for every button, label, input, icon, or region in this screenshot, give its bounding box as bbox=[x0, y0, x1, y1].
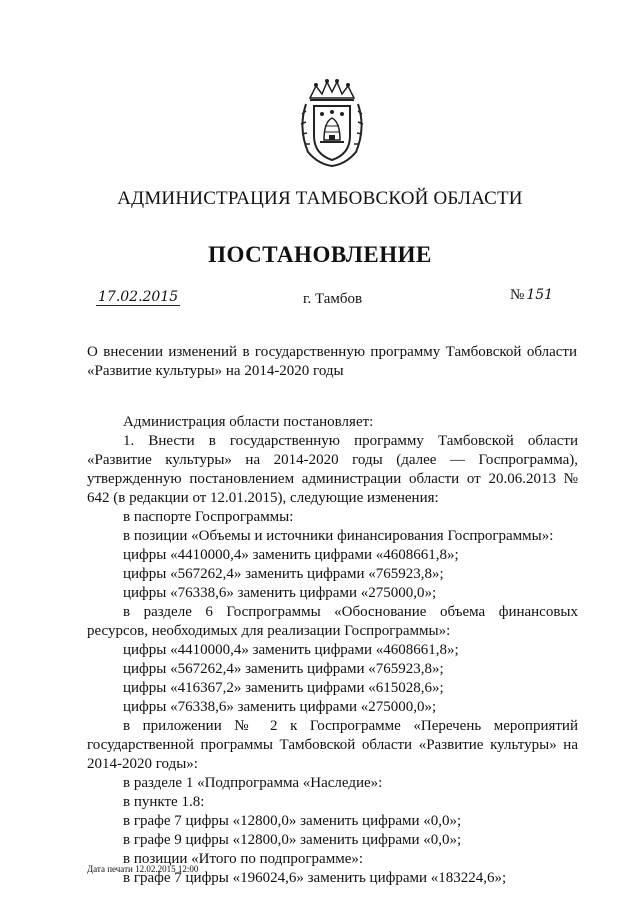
replacement-line: в графе 9 цифры «12800,0» заменить цифрами «0,0»; bbox=[123, 832, 462, 848]
organization-title: АДМИНИСТРАЦИЯ ТАМБОВСКОЙ ОБЛАСТИ bbox=[117, 188, 523, 209]
handwritten-date: 17.02.2015 bbox=[98, 289, 179, 305]
passport-position-paragraph: в позиции «Объемы и источники финансирования Госпрограммы»: bbox=[123, 528, 554, 544]
city-label: г. Тамбов bbox=[303, 291, 363, 307]
number-sign: № bbox=[510, 287, 525, 303]
subsection-1-paragraph: в разделе 1 «Подпрограмма «Наследие»: bbox=[123, 775, 383, 791]
resolution-intro: Администрация области постановляет: bbox=[123, 414, 374, 430]
replacement-line: цифры «4410000,4» заменить цифрами «4608661,8»; bbox=[123, 547, 459, 563]
section-6-paragraph: в разделе 6 Госпрограммы «Обоснование объема финансовых ресурсов, необходимых для реализации Госпрограммы»: bbox=[87, 604, 578, 639]
subject-line: О внесении изменений в государственную программу Тамбовской области bbox=[87, 344, 577, 360]
replacement-line: цифры «4410000,4» заменить цифрами «4608661,8»; bbox=[123, 642, 459, 658]
document-subject bbox=[87, 343, 577, 381]
replacement-line: в графе 7 цифры «12800,0» заменить цифрами «0,0»; bbox=[123, 813, 462, 829]
replacement-line: цифры «567262,4» заменить цифрами «765923,8»; bbox=[123, 661, 444, 677]
subject-line: «Развитие культуры» на 2014-2020 годы bbox=[87, 363, 344, 379]
document-number bbox=[510, 287, 553, 304]
handwritten-number: 151 bbox=[526, 287, 554, 303]
replacement-line: в графе 7 цифры «196024,6» заменить цифрами «183224,6»; bbox=[123, 870, 507, 886]
point-1-8-paragraph: в пункте 1.8: bbox=[123, 794, 205, 810]
print-date-footer: Дата печати 12.02.2015 12:00 bbox=[87, 864, 199, 874]
document-type-title: ПОСТАНОВЛЕНИЕ bbox=[208, 242, 432, 267]
document-body bbox=[87, 413, 578, 888]
item-1-paragraph: 1. Внести в государственную программу Тамбовской области «Развитие культуры» на 2014-2020 годы (далее — Госпрограмма), утвержденную постановлением администрации области от 20.06.2013 № 642 (в редакции от 12.01.2015), следующие изменения: bbox=[87, 433, 578, 506]
replacement-line: цифры «76338,6» заменить цифрами «275000,0»; bbox=[123, 585, 437, 601]
appendix-2-paragraph: в приложении № 2 к Госпрограмме «Перечень мероприятий государственной программы Тамбовской области «Развитие культуры» на 2014-2020 годы»: bbox=[87, 718, 578, 772]
replacement-line: цифры «76338,6» заменить цифрами «275000,0»; bbox=[123, 699, 437, 715]
total-position-paragraph: в позиции «Итого по подпрограмме»: bbox=[123, 851, 364, 867]
passport-paragraph: в паспорте Госпрограммы: bbox=[123, 509, 294, 525]
replacement-line: цифры «567262,4» заменить цифрами «765923,8»; bbox=[123, 566, 444, 582]
coat-of-arms-emblem bbox=[296, 78, 368, 168]
replacement-line: цифры «416367,2» заменить цифрами «615028,6»; bbox=[123, 680, 444, 696]
